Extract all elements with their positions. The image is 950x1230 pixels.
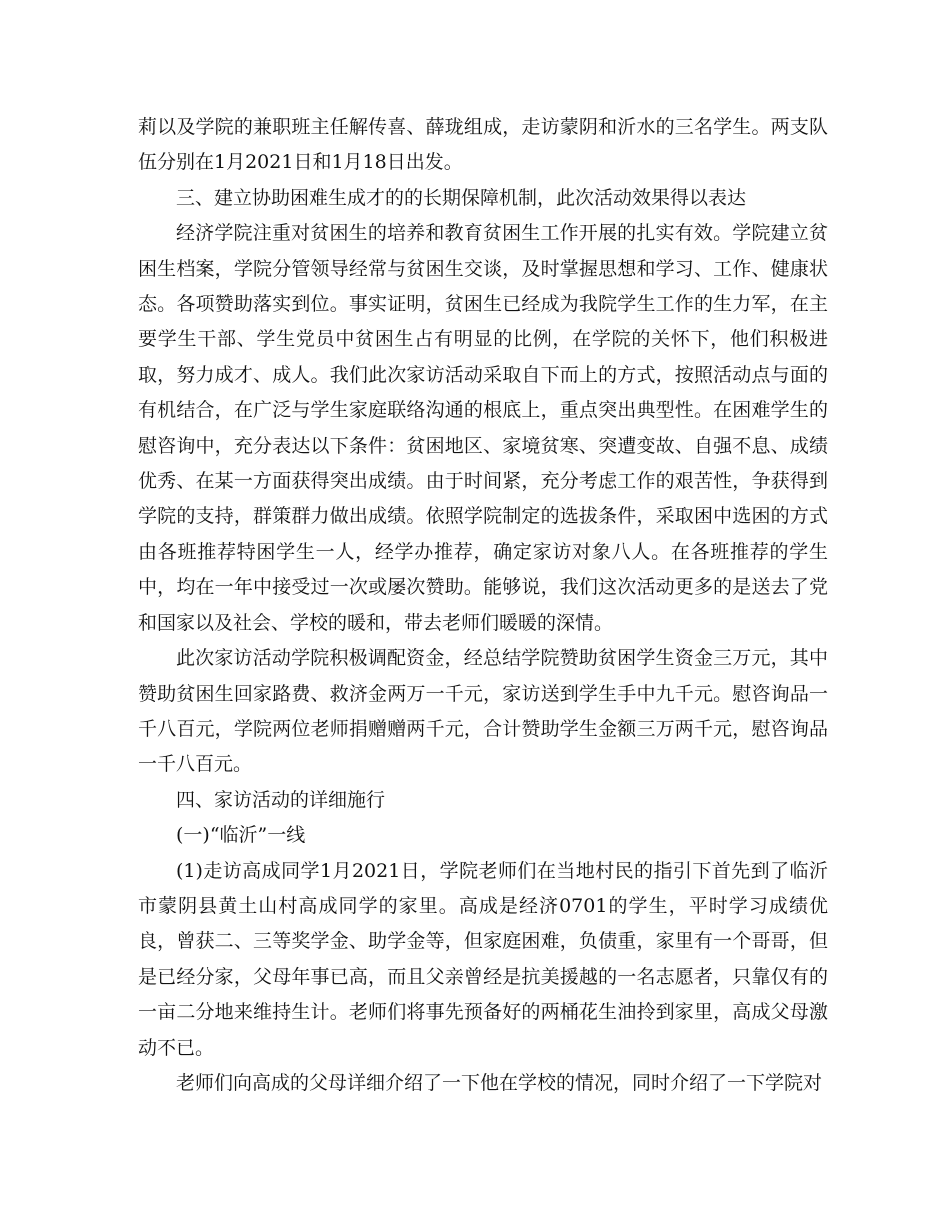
paragraph-body: 经济学院注重对贫困生的培养和教育贫困生工作开展的扎实有效。学院建立贫困生档案，学院分管领导经常与贫困生交谈，及时掌握思想和学习、工作、健康状态。各项赞助落实到位。事实证明，贫困生已经成为我院学生工作的生力军，在主要学生干部、学生党员中贫困生占有明显的比例，在学院的关怀下，他们积极进取，努力成才、成人。我们此次家访活动采取自下而上的方式，按照活动点与面的有机结合，在广泛与学生家庭联络沟通的根底上，重点突出典型性。在困难学生的慰咨询中，充分表达以下条件：贫困地区、家境贫寒、突遭变故、自强不息、成绩优秀、在某一方面获得突出成绩。由于时间紧，充分考虑工作的艰苦性，争获得到学院的支持，群策群力做出成绩。依照学院制定的选拔条件，采取困中选困的方式由各班推荐特困学生一人，经学办推荐，确定家访对象八人。在各班推荐的学生中，均在一年中接受过一次或屡次赞助。能够说，我们这次活动更多的是送去了党和国家以及社会、学校的暖和，带去老师们暖暖的深情。 <box>138 222 828 634</box>
paragraph-body: 此次家访活动学院积极调配资金，经总结学院赞助贫困学生资金三万元，其中赞助贫困生回家路费、救济金两万一千元，家访送到学生手中九千元。慰咨询品一千八百元，学院两位老师捐赠赠两千元，合计赞助学生金额三万两千元，慰咨询品一千八百元。 <box>138 647 828 776</box>
paragraph-body: 老师们向高成的父母详细介绍了一下他在学校的情况，同时介绍了一下学院对 <box>176 1071 823 1094</box>
paragraph-body: (1)走访高成同学1月2021日，学院老师们在当地村民的指引下首先到了临沂市蒙阴县黄土山村高成同学的家里。高成是经济0701的学生，平时学习成绩优良，曾获二、三等奖学金、助学金等，但家庭困难，负债重，家里有一个哥哥，但是已经分家，父母年事已高，而且父亲曾经是抗美援越的一名志愿者，只靠仅有的一亩二分地来维持生计。老师们将事先预备好的两桶花生油拎到家里，高成父母激动不已。 <box>138 859 828 1059</box>
subsection-heading-1: (一)“临沂”一线 <box>176 824 306 847</box>
document-body <box>138 110 828 1101</box>
section-heading-3: 三、建立协助困难生成才的的长期保障机制，此次活动效果得以表达 <box>176 186 747 209</box>
paragraph-continuation: 莉以及学院的兼职班主任解传喜、薛珑组成，走访蒙阴和沂水的三名学生。两支队伍分别在1月2021日和1月18日出发。 <box>138 116 828 174</box>
section-heading-4: 四、家访活动的详细施行 <box>176 788 386 811</box>
